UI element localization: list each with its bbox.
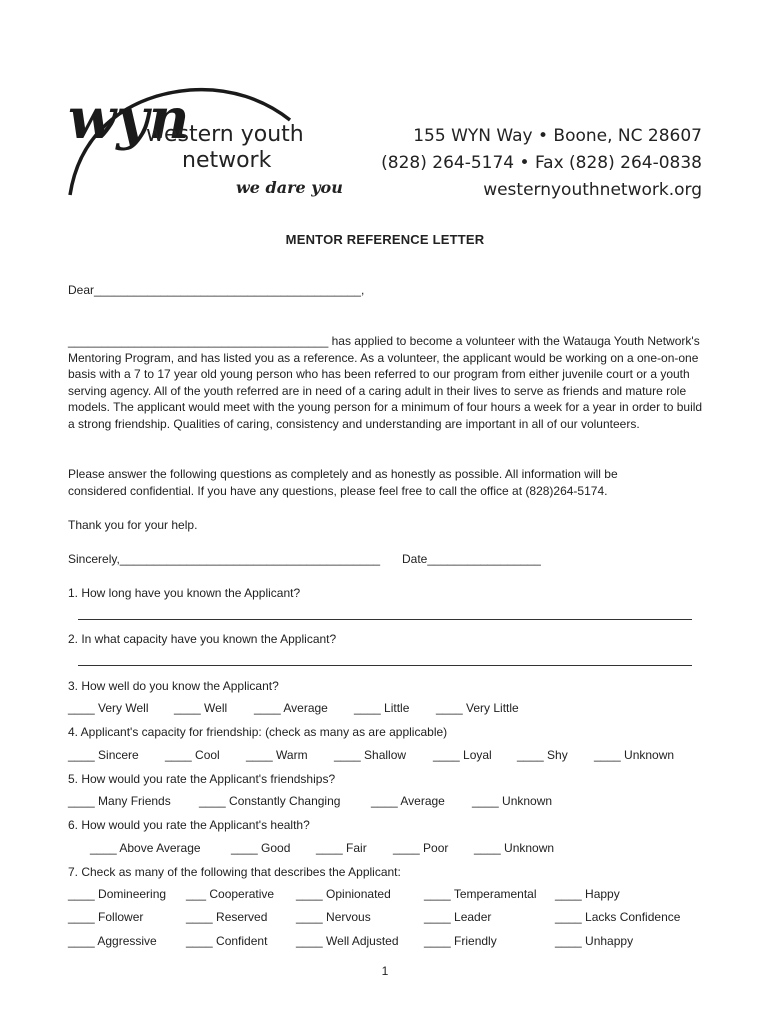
answer-line-1 [78,619,692,620]
thanks-text: Thank you for your help. [68,518,198,532]
q4-option: ____ Warm [246,748,308,762]
question-1: 1. How long have you known the Applicant? [68,586,301,600]
q5-option: ____ Average [371,794,445,808]
instructions-line1: Please answer the following questions as completely and as honestly as possible. All information will be [68,467,618,481]
page-number: 1 [381,964,389,978]
question-5: 5. How would you rate the Applicant's friendships? [68,772,336,786]
q6-option: ____ Poor [393,841,449,855]
phone-line: (828) 264-5174 • Fax (828) 264-0838 [381,153,702,173]
question-6: 6. How would you rate the Applicant's health? [68,818,310,832]
date-field: Date_________________ [402,552,541,566]
q4-option: ____ Sincere [68,748,139,762]
address-line: 155 WYN Way • Boone, NC 28607 [413,126,702,146]
q4-option: ____ Shy [517,748,568,762]
q7-option: ____ Temperamental [424,887,537,901]
q7-option: ____ Confident [186,934,268,948]
logo-name-line2: network [182,148,272,173]
website: westernyouthnetwork.org [483,180,702,200]
q5-option: ____ Many Friends [68,794,171,808]
q3-option: ____ Average [254,701,328,715]
salutation: Dear________________________________________, [68,283,365,297]
question-3: 3. How well do you know the Applicant? [68,679,279,693]
q7-option: ____ Domineering [68,887,167,901]
q3-option: ____ Very Little [436,701,519,715]
question-4: 4. Applicant's capacity for friendship: (check as many as are applicable) [68,725,448,739]
q4-option: ____ Unknown [594,748,675,762]
page-title: MENTOR REFERENCE LETTER [285,232,485,247]
sincerely-signature: Sincerely,_______________________________________ [68,552,381,566]
q7-option: ____ Lacks Confidence [555,910,681,924]
logo-tagline: we dare you [236,178,343,197]
q3-option: ____ Well [174,701,228,715]
q7-option: ____ Friendly [424,934,497,948]
question-7: 7. Check as many of the following that describes the Applicant: [68,865,401,879]
q4-option: ____ Shallow [334,748,407,762]
q5-option: ____ Constantly Changing [199,794,341,808]
q6-option: ____ Unknown [474,841,555,855]
q3-option: ____ Very Well [68,701,149,715]
q7-option: ____ Aggressive [68,934,157,948]
q6-option: ____ Above Average [90,841,201,855]
q3-option: ____ Little [354,701,410,715]
instructions-line2: considered confidential. If you have any questions, please feel free to call the office at (828)264-5174. [68,484,608,498]
question-2: 2. In what capacity have you known the Applicant? [68,632,337,646]
q6-option: ____ Good [231,841,291,855]
q7-option: ____ Nervous [296,910,371,924]
intro-paragraph: _______________________________________ has applied to become a volunteer with the Watauga Youth Network's Mentoring Program, and has listed you as a reference. As a volunteer, the applicant would be working on a one-on-one basis with a 7 to 17 year old young person who has been referred to our program from either juvenile court or a youth serving agency. All of the youth referred are in need of a caring adult in their lives to serve as friends and mature role models. The applicant would meet with the young person for a minimum of four hours a week for a year in order to build a strong friendship. Qualities of caring, consistency and understanding are important in all of our volunteers. [68,334,703,431]
q7-option: ____ Well Adjusted [296,934,399,948]
q7-option: ____ Reserved [186,910,268,924]
q5-option: ____ Unknown [472,794,553,808]
wyn-logo [60,60,350,210]
q6-option: ____ Fair [316,841,367,855]
q7-option: ____ Happy [555,887,620,901]
answer-line-2 [78,665,692,666]
q4-option: ____ Cool [165,748,220,762]
q7-option: ____ Unhappy [555,934,634,948]
q7-option: ____ Follower [68,910,144,924]
q4-option: ____ Loyal [433,748,492,762]
logo-letters: wyn [68,86,190,152]
q7-option: ____ Leader [424,910,492,924]
q7-option: ____ Opinionated [296,887,391,901]
q7-option: ___ Cooperative [186,887,275,901]
logo-name-line1: western youth [146,122,304,147]
